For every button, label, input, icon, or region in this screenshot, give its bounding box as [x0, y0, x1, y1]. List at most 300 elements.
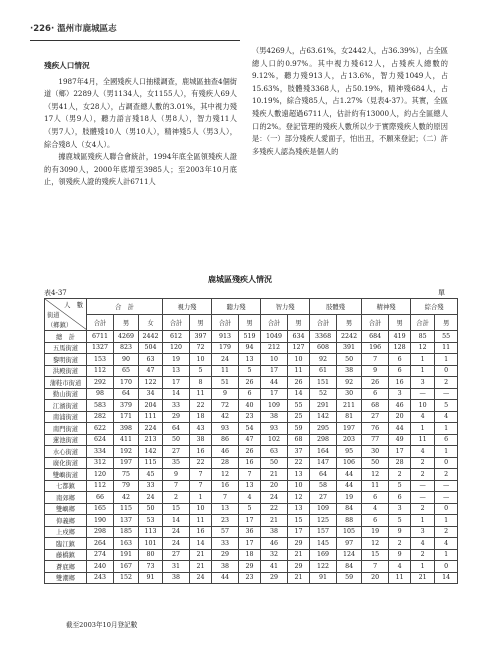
data-cell: 127	[288, 342, 310, 354]
data-cell: 30	[337, 388, 362, 400]
group-header: 視力殘	[163, 299, 212, 315]
table-row	[45, 480, 458, 492]
paragraph-1: 1987年4月，全國殘疾人口抽樣調查，鹿城區抽查4個街道（鄉）2289人（男1134人，女1155人），有殘疾人69人（男41人，女28人），占調查總人數的3.01%，其中視力殘17人（男9人），聽力語言殘18人（男8人），智力殘11人（男7人），肢體殘10人（男10人），精神殘5人（男3人），綜合殘8人（女4人）。	[44, 76, 237, 149]
data-cell: 113	[139, 526, 163, 538]
data-cell: 11	[190, 515, 212, 527]
data-cell: 112	[87, 480, 114, 492]
data-cell: 13	[163, 365, 190, 377]
data-cell: 11	[288, 365, 310, 377]
data-cell: 1	[435, 423, 458, 435]
data-cell: 91	[310, 572, 337, 584]
table-body	[45, 331, 458, 584]
data-cell: 391	[337, 342, 362, 354]
data-cell: 11	[362, 480, 389, 492]
data-cell: 64	[310, 469, 337, 481]
table-row	[45, 331, 458, 343]
data-cell: 913	[212, 331, 239, 343]
data-cell: 68	[288, 434, 310, 446]
table-row	[45, 572, 458, 584]
table-row	[45, 342, 458, 354]
data-cell: 45	[139, 469, 163, 481]
table-footnote: 截至2003年10月登記數	[66, 621, 138, 629]
row-label: 七都鎮	[45, 480, 87, 492]
data-cell: 5	[190, 365, 212, 377]
row-label: 蒲鞋市街道	[45, 377, 87, 389]
subheader-cell: 男	[389, 315, 411, 331]
data-cell: 54	[239, 423, 261, 435]
data-cell: 88	[337, 515, 362, 527]
data-cell: 63	[261, 446, 288, 458]
data-cell: 624	[87, 434, 114, 446]
data-cell: 28	[212, 457, 239, 469]
data-cell: 24	[261, 492, 288, 504]
row-label: 黎明街道	[45, 354, 87, 366]
data-cell: 47	[139, 365, 163, 377]
data-cell: 61	[310, 365, 337, 377]
data-cell: 12	[212, 469, 239, 481]
table-row	[45, 377, 458, 389]
disability-table	[44, 298, 458, 584]
row-label: 洪殿街道	[45, 365, 87, 377]
data-cell: 190	[87, 515, 114, 527]
data-cell: 684	[362, 331, 389, 343]
table-row	[45, 388, 458, 400]
data-cell: 197	[337, 423, 362, 435]
data-cell: 12	[411, 342, 435, 354]
table-title: 鹿城區殘疾人情況	[208, 275, 272, 284]
data-cell: 38	[163, 572, 190, 584]
paragraph-continuation: （男4269人，占63.61%，女2442人，占36.39%），占全區總人口的0.97%。其中視力殘612人，占殘疾人總數的9.12%，聽力殘913人，占13.6%，智力殘1049人，占15.63%，肢體殘3368人，占50.19%，精神殘684人，占10.19%，綜合殘85人，占1.27%（見表4-37）。其實，全區殘疾人數遠超過6711人，估計約有13000人，約占全區總人口的2%。登記管理的殘疾人數所以少于實際殘疾人數的原因是：（一）部分殘疾人愛面子，怕出丑，不願來登記；（二）許多殘疾人認為殘疾是個人的	[252, 46, 448, 156]
group-header: 肢體殘	[310, 299, 362, 315]
data-cell: 11	[435, 342, 458, 354]
table-row	[45, 549, 458, 561]
data-cell: 142	[310, 411, 337, 423]
data-cell: 76	[362, 423, 389, 435]
data-cell: 101	[139, 538, 163, 550]
data-cell: 125	[310, 515, 337, 527]
data-cell: 243	[87, 572, 114, 584]
data-cell: 21	[261, 515, 288, 527]
data-cell: 170	[114, 377, 139, 389]
row-label: 南郊鄉	[45, 492, 87, 504]
data-cell: 21	[411, 572, 435, 584]
data-cell: 13	[239, 354, 261, 366]
data-cell: 28	[389, 457, 411, 469]
data-cell: 2442	[139, 331, 163, 343]
data-cell: 147	[310, 457, 337, 469]
row-label: 仰義鄉	[45, 515, 87, 527]
data-cell: 63	[139, 354, 163, 366]
subheader-cell: 男	[435, 315, 458, 331]
data-cell: 411	[114, 434, 139, 446]
data-cell: 13	[288, 469, 310, 481]
data-cell: 109	[261, 400, 288, 412]
data-cell: —	[435, 480, 458, 492]
table-row	[45, 503, 458, 515]
data-cell: 2	[435, 469, 458, 481]
data-cell: 22	[288, 457, 310, 469]
subheader-cell: 合計	[362, 315, 389, 331]
data-cell: 11	[212, 365, 239, 377]
data-cell: 12	[288, 492, 310, 504]
data-cell: 9	[389, 526, 411, 538]
data-cell: 6	[389, 354, 411, 366]
data-cell: 122	[139, 377, 163, 389]
data-cell: 17	[389, 446, 411, 458]
subheader-cell: 男	[239, 315, 261, 331]
data-cell: 1049	[261, 331, 288, 343]
data-cell: 213	[139, 434, 163, 446]
data-cell: 7	[362, 561, 389, 573]
data-cell: 81	[337, 411, 362, 423]
data-cell: 98	[87, 388, 114, 400]
data-cell: 4	[411, 446, 435, 458]
data-cell: 27	[362, 411, 389, 423]
row-label: 上戍鄉	[45, 526, 87, 538]
data-cell: 51	[212, 377, 239, 389]
data-cell: 295	[310, 423, 337, 435]
data-cell: 282	[87, 411, 114, 423]
table-row	[45, 526, 458, 538]
data-cell: 94	[239, 342, 261, 354]
data-cell: 13	[239, 480, 261, 492]
data-cell: 50	[362, 457, 389, 469]
data-cell: 1	[190, 492, 212, 504]
data-cell: 15	[163, 503, 190, 515]
data-cell: 44	[212, 572, 239, 584]
data-cell: 7	[163, 480, 190, 492]
data-cell: 29	[239, 561, 261, 573]
data-cell: 0	[435, 561, 458, 573]
data-cell: 44	[337, 480, 362, 492]
data-cell: 16	[389, 377, 411, 389]
data-cell: 5	[389, 515, 411, 527]
data-cell: 2	[411, 549, 435, 561]
data-cell: 24	[163, 538, 190, 550]
data-cell: 16	[190, 446, 212, 458]
data-cell: 14	[190, 538, 212, 550]
corner-label-top: 人 數	[64, 302, 83, 309]
data-cell: 179	[212, 342, 239, 354]
data-cell: 21	[288, 572, 310, 584]
data-cell: 19	[362, 526, 389, 538]
table-row	[45, 469, 458, 481]
data-cell: 212	[261, 342, 288, 354]
data-cell: 35	[163, 457, 190, 469]
data-cell: 15	[288, 515, 310, 527]
data-cell: 2	[389, 538, 411, 550]
data-cell: 23	[212, 515, 239, 527]
row-label: 勤山街道	[45, 388, 87, 400]
data-cell: 1	[435, 446, 458, 458]
data-cell: 72	[212, 400, 239, 412]
data-cell: 26	[362, 377, 389, 389]
data-cell: 504	[139, 342, 163, 354]
data-cell: 145	[310, 538, 337, 550]
data-cell: 10	[190, 354, 212, 366]
subheader-cell: 男	[288, 315, 310, 331]
data-cell: 92	[310, 354, 337, 366]
data-cell: 38	[212, 561, 239, 573]
table-row	[45, 561, 458, 573]
data-cell: 26	[239, 446, 261, 458]
data-cell: 105	[337, 526, 362, 538]
data-cell: 17	[239, 538, 261, 550]
data-cell: 97	[337, 538, 362, 550]
data-cell: 6	[362, 515, 389, 527]
data-cell: 16	[212, 480, 239, 492]
table-row	[45, 400, 458, 412]
data-cell: 292	[87, 377, 114, 389]
data-cell: 4	[239, 492, 261, 504]
data-cell: 519	[239, 331, 261, 343]
data-cell: 22	[190, 457, 212, 469]
data-cell: 112	[87, 365, 114, 377]
data-cell: 152	[114, 572, 139, 584]
data-cell: 274	[87, 549, 114, 561]
left-column	[44, 60, 237, 189]
data-cell: 192	[114, 446, 139, 458]
group-header: 精神殘	[362, 299, 411, 315]
data-cell: —	[435, 492, 458, 504]
data-cell: 44	[337, 469, 362, 481]
data-cell: 102	[261, 434, 288, 446]
data-cell: 10	[288, 354, 310, 366]
data-cell: 21	[261, 469, 288, 481]
data-cell: 24	[212, 354, 239, 366]
data-cell: 55	[288, 400, 310, 412]
data-cell: 196	[362, 342, 389, 354]
data-cell: 1	[411, 515, 435, 527]
data-cell: 9	[163, 469, 190, 481]
data-cell: 26	[239, 377, 261, 389]
data-cell: 397	[190, 331, 212, 343]
data-cell: 52	[310, 388, 337, 400]
data-cell: 14	[435, 572, 458, 584]
data-cell: 17	[163, 377, 190, 389]
data-cell: 224	[139, 423, 163, 435]
data-cell: 30	[362, 446, 389, 458]
data-cell: 29	[261, 572, 288, 584]
data-cell: 66	[87, 492, 114, 504]
data-cell: 40	[239, 400, 261, 412]
data-cell: 24	[190, 572, 212, 584]
data-cell: 4	[411, 538, 435, 550]
data-cell: 24	[163, 526, 190, 538]
group-header: 智力殘	[261, 299, 310, 315]
data-cell: 312	[87, 457, 114, 469]
data-cell: 46	[212, 446, 239, 458]
data-cell: 64	[163, 423, 190, 435]
row-label: 臨江鎮	[45, 538, 87, 550]
data-cell: 34	[139, 388, 163, 400]
data-cell: 157	[310, 526, 337, 538]
data-cell: 86	[212, 434, 239, 446]
group-header: 聽力殘	[212, 299, 261, 315]
data-cell: 53	[139, 515, 163, 527]
data-cell: 2	[411, 503, 435, 515]
group-header: 合 計	[87, 299, 163, 315]
right-column	[252, 45, 448, 158]
data-cell: 19	[163, 354, 190, 366]
subheader-cell: 男	[337, 315, 362, 331]
table-row	[45, 434, 458, 446]
data-cell: 92	[337, 377, 362, 389]
data-cell: 5	[239, 365, 261, 377]
data-cell: 84	[337, 503, 362, 515]
data-cell: 203	[337, 434, 362, 446]
section-title: 殘疾人口情況	[44, 61, 90, 70]
data-cell: 142	[139, 446, 163, 458]
data-cell: 1	[435, 354, 458, 366]
data-cell: 7	[190, 469, 212, 481]
data-cell: 26	[288, 377, 310, 389]
corner-label-mid: 街道	[47, 312, 60, 319]
data-cell: 137	[114, 515, 139, 527]
table-row	[45, 515, 458, 527]
data-cell: 5	[435, 400, 458, 412]
data-cell: 1	[435, 515, 458, 527]
data-cell: 106	[337, 457, 362, 469]
data-cell: 2	[411, 469, 435, 481]
data-cell: 59	[288, 423, 310, 435]
data-cell: —	[411, 492, 435, 504]
data-cell: 1	[435, 549, 458, 561]
data-cell: 59	[337, 572, 362, 584]
data-cell: 164	[310, 446, 337, 458]
data-cell: 4	[362, 503, 389, 515]
data-cell: 33	[139, 480, 163, 492]
row-label: 雙嶼鄉	[45, 503, 87, 515]
data-cell: 9	[389, 549, 411, 561]
corner-header	[45, 299, 87, 331]
subheader-cell: 合計	[261, 315, 288, 331]
data-cell: 20	[261, 480, 288, 492]
data-cell: 4269	[114, 331, 139, 343]
data-cell: 6711	[87, 331, 114, 343]
subheader-cell: 男	[190, 315, 212, 331]
subheader-cell: 合計	[310, 315, 337, 331]
data-cell: 0	[435, 365, 458, 377]
data-cell: 11	[411, 434, 435, 446]
data-cell: 38	[337, 365, 362, 377]
table-row	[45, 411, 458, 423]
data-cell: 8	[190, 377, 212, 389]
row-label: 水心街道	[45, 446, 87, 458]
data-cell: 1	[411, 354, 435, 366]
data-cell: 2	[389, 469, 411, 481]
subheader-cell: 女	[139, 315, 163, 331]
data-cell: 21	[190, 561, 212, 573]
data-cell: 23	[239, 572, 261, 584]
data-cell: 16	[190, 526, 212, 538]
data-cell: 111	[139, 411, 163, 423]
data-cell: —	[411, 480, 435, 492]
row-label: 藤橋鎮	[45, 549, 87, 561]
data-cell: 120	[163, 342, 190, 354]
data-cell: 128	[389, 342, 411, 354]
data-cell: 0	[435, 503, 458, 515]
data-cell: 27	[310, 492, 337, 504]
data-cell: 14	[163, 388, 190, 400]
data-cell: 80	[139, 549, 163, 561]
data-cell: 124	[337, 549, 362, 561]
data-cell: 3	[411, 377, 435, 389]
data-cell: 823	[114, 342, 139, 354]
table-unit: 單	[438, 289, 445, 297]
data-cell: 65	[114, 365, 139, 377]
data-cell: 12	[362, 538, 389, 550]
data-cell: 3368	[310, 331, 337, 343]
data-cell: 298	[310, 434, 337, 446]
data-cell: 49	[389, 434, 411, 446]
data-cell: 398	[114, 423, 139, 435]
table-row	[45, 365, 458, 377]
data-cell: 10	[190, 503, 212, 515]
data-cell: 583	[87, 400, 114, 412]
data-cell: 240	[87, 561, 114, 573]
data-cell: 22	[190, 400, 212, 412]
data-cell: 13	[212, 503, 239, 515]
data-cell: 93	[261, 423, 288, 435]
row-label: 雙嶼街道	[45, 469, 87, 481]
data-cell: 29	[212, 549, 239, 561]
data-cell: 47	[239, 434, 261, 446]
data-cell: 64	[114, 388, 139, 400]
data-cell: 6	[362, 388, 389, 400]
data-cell: 79	[114, 480, 139, 492]
data-cell: 7	[362, 354, 389, 366]
data-cell: 57	[212, 526, 239, 538]
data-cell: 20	[389, 411, 411, 423]
row-label: 總 計	[45, 331, 87, 343]
data-cell: 27	[163, 549, 190, 561]
data-cell: 0	[435, 457, 458, 469]
data-cell: 19	[337, 492, 362, 504]
table-row	[45, 446, 458, 458]
table-row	[45, 538, 458, 550]
table-row	[45, 423, 458, 435]
data-cell: 33	[163, 400, 190, 412]
data-cell: 75	[114, 469, 139, 481]
data-cell: 11	[389, 572, 411, 584]
data-cell: —	[411, 388, 435, 400]
data-cell: 4	[389, 561, 411, 573]
data-cell: 58	[310, 480, 337, 492]
data-cell: 44	[261, 377, 288, 389]
data-cell: 634	[288, 331, 310, 343]
data-cell: 24	[139, 492, 163, 504]
subheader-cell: 合計	[411, 315, 435, 331]
data-cell: 622	[87, 423, 114, 435]
group-header: 綜合殘	[411, 299, 458, 315]
data-cell: 42	[212, 411, 239, 423]
data-cell: 38	[190, 434, 212, 446]
data-cell: 14	[288, 388, 310, 400]
data-cell: 33	[212, 538, 239, 550]
table-row	[45, 492, 458, 504]
table-number: 表4-37	[44, 289, 67, 297]
data-cell: 55	[435, 331, 458, 343]
data-cell: 612	[163, 331, 190, 343]
data-cell: 25	[288, 411, 310, 423]
data-cell: 38	[261, 411, 288, 423]
data-cell: 37	[288, 446, 310, 458]
data-cell: 4	[435, 538, 458, 550]
data-cell: 264	[87, 538, 114, 550]
row-label: 江濱街道	[45, 400, 87, 412]
data-cell: 5	[389, 480, 411, 492]
